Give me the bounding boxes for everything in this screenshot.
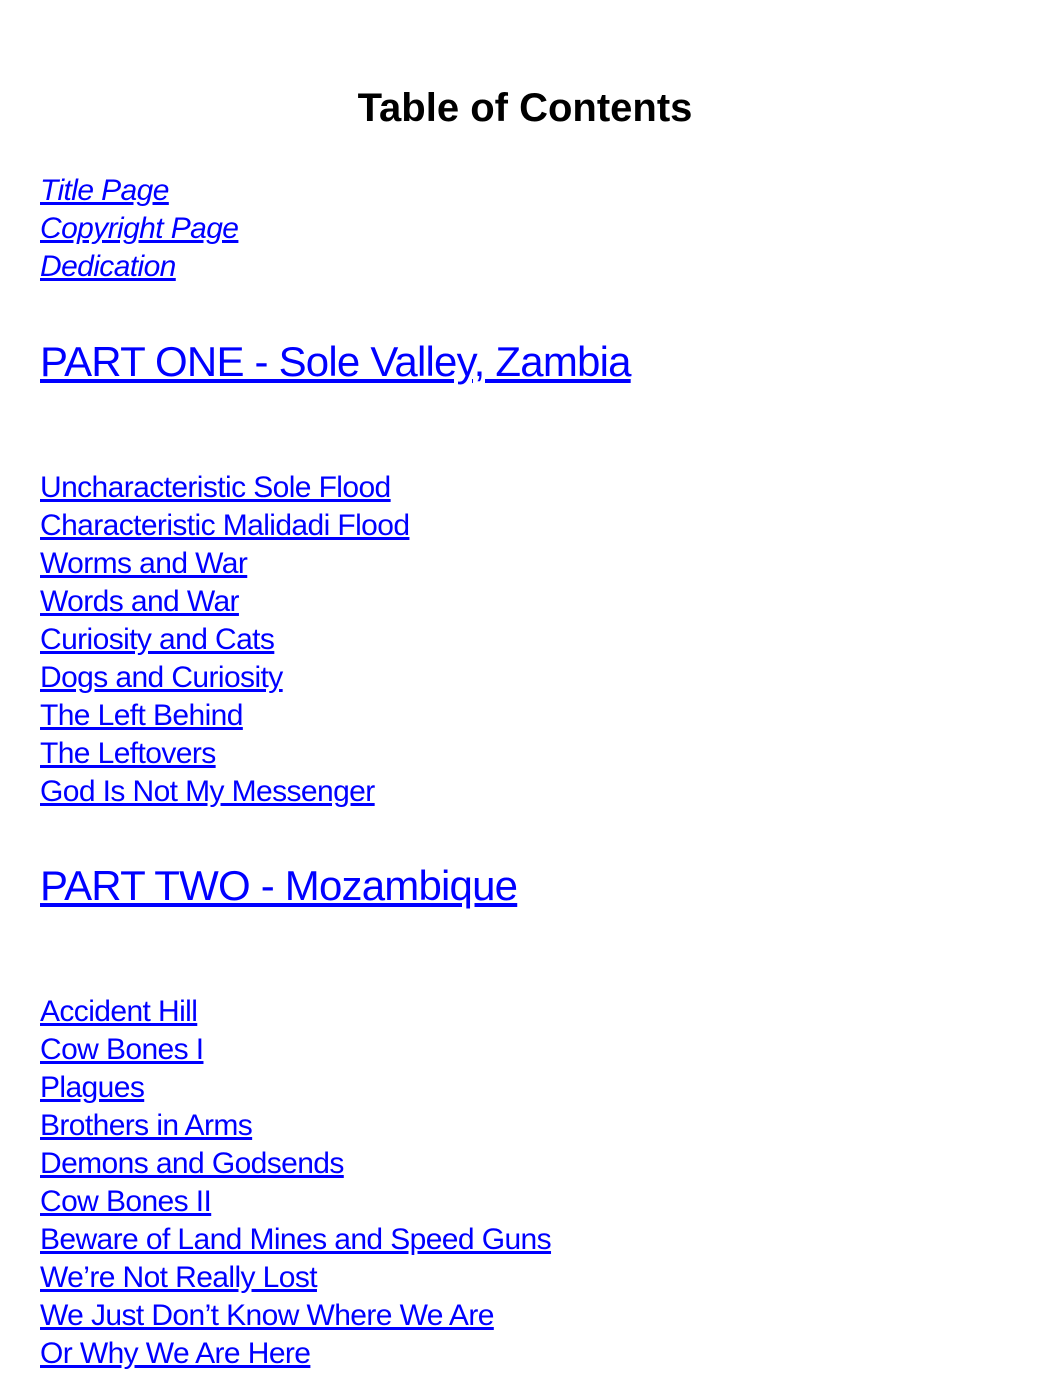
chapter-link[interactable]: Accident Hill xyxy=(40,995,198,1028)
chapter-link[interactable]: Cow Bones II xyxy=(40,1185,212,1218)
chapter-link[interactable]: Plagues xyxy=(40,1071,145,1104)
page-title: Table of Contents xyxy=(357,86,693,130)
link-copyright-page[interactable]: Copyright Page xyxy=(40,212,239,245)
list-item xyxy=(40,1107,551,1145)
chapter-link[interactable]: We’re Not Really Lost xyxy=(40,1261,317,1294)
list-item xyxy=(40,697,409,735)
list-item xyxy=(40,1221,551,1259)
list-item xyxy=(40,248,238,286)
list-item xyxy=(40,993,551,1031)
chapter-link[interactable]: Brothers in Arms xyxy=(40,1109,253,1142)
chapter-link[interactable]: Characteristic Malidadi Flood xyxy=(40,509,410,542)
list-item xyxy=(40,469,409,507)
chapter-link[interactable]: The Leftovers xyxy=(40,737,216,770)
link-title-page[interactable]: Title Page xyxy=(40,174,169,207)
front-matter-list xyxy=(40,172,238,286)
chapter-link[interactable]: Uncharacteristic Sole Flood xyxy=(40,471,391,504)
chapter-link[interactable]: Words and War xyxy=(40,585,239,618)
link-part-one[interactable]: PART ONE - Sole Valley, Zambia xyxy=(40,338,631,385)
list-item xyxy=(40,735,409,773)
list-item xyxy=(40,1069,551,1107)
list-item xyxy=(40,1259,551,1297)
list-item xyxy=(40,1297,551,1335)
part-one-chapter-list xyxy=(40,469,409,811)
part-two-chapter-list xyxy=(40,993,551,1373)
part-two-heading xyxy=(40,861,517,911)
chapter-link[interactable]: Demons and Godsends xyxy=(40,1147,344,1180)
chapter-link[interactable]: We Just Don’t Know Where We Are xyxy=(40,1299,494,1332)
chapter-link[interactable]: Cow Bones I xyxy=(40,1033,204,1066)
list-item xyxy=(40,210,238,248)
list-item xyxy=(40,1145,551,1183)
link-dedication[interactable]: Dedication xyxy=(40,250,176,283)
list-item xyxy=(40,659,409,697)
chapter-link[interactable]: Curiosity and Cats xyxy=(40,623,275,656)
list-item xyxy=(40,507,409,545)
chapter-link[interactable]: Worms and War xyxy=(40,547,248,580)
list-item xyxy=(40,1031,551,1069)
chapter-link[interactable]: The Left Behind xyxy=(40,699,243,732)
link-part-two[interactable]: PART TWO - Mozambique xyxy=(40,862,518,909)
list-item xyxy=(40,1335,551,1373)
part-one-heading xyxy=(40,337,631,387)
chapter-link[interactable]: God Is Not My Messenger xyxy=(40,775,375,808)
list-item xyxy=(40,545,409,583)
list-item xyxy=(40,773,409,811)
list-item xyxy=(40,583,409,621)
list-item xyxy=(40,1183,551,1221)
list-item xyxy=(40,621,409,659)
chapter-link[interactable]: Dogs and Curiosity xyxy=(40,661,283,694)
list-item xyxy=(40,172,238,210)
chapter-link[interactable]: Or Why We Are Here xyxy=(40,1337,311,1370)
chapter-link[interactable]: Beware of Land Mines and Speed Guns xyxy=(40,1223,552,1256)
